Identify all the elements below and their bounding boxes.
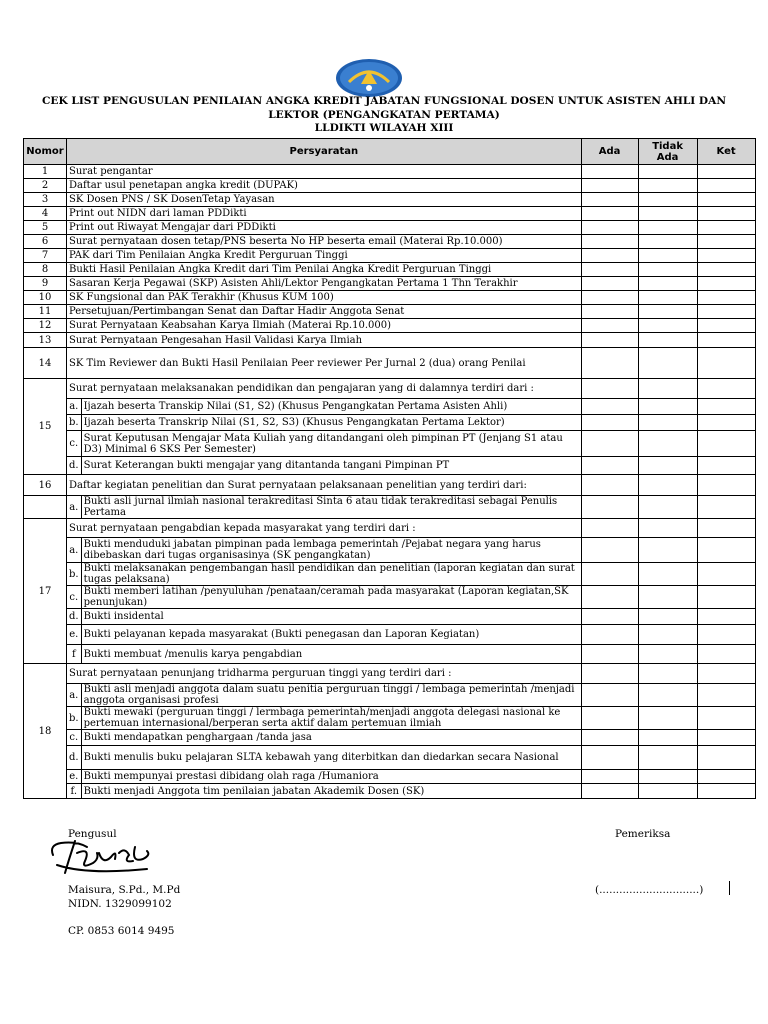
item-text: Bukti menjadi Anggota tim penilaian jabatan Akademik Dosen (SK) [81, 784, 581, 799]
table-row [24, 730, 756, 746]
cell-ket [697, 221, 755, 235]
table-row [24, 707, 756, 730]
item-text: Bukti menduduki jabatan pimpinan pada lembaga pemerintah /Pejabat negara yang harus dibebaskan dari tugas organisasinya (SK pengangkatan) [81, 538, 581, 563]
row-number: 7 [24, 249, 67, 263]
table-row [24, 319, 756, 333]
table-row [24, 746, 756, 770]
handwritten-signature [47, 833, 157, 883]
cell-tidak-ada [638, 333, 697, 348]
cell-ada [581, 784, 638, 799]
cell-tidak-ada [638, 277, 697, 291]
item-letter: d. [67, 457, 82, 475]
section-intro: Surat pernyataan pengabdian kepada masyarakat yang terdiri dari : [67, 519, 582, 538]
cell-ada [581, 538, 638, 563]
cell-ket [697, 348, 755, 379]
cell-ket [697, 475, 755, 496]
cell-ket [697, 165, 755, 179]
item-letter: c. [67, 586, 82, 609]
title-line-1: CEK LIST PENGUSULAN PENILAIAN ANGKA KREDIT JABATAN FUNGSIONAL DOSEN UNTUK ASISTEN AHLI DAN [41, 95, 727, 107]
row-text: Bukti Hasil Penilaian Angka Kredit dari Tim Penilai Angka Kredit Perguruan Tinggi [67, 263, 582, 277]
item-letter: d. [67, 746, 82, 770]
section-number-blank [24, 496, 67, 519]
item-text: Bukti memberi latihan /penyuluhan /penataan/ceramah pada masyarakat (Laporan kegiatan,SK penunjukan) [81, 586, 581, 609]
header-persyaratan: Persyaratan [67, 139, 582, 165]
cell-ada [581, 221, 638, 235]
cell-ket [697, 431, 755, 457]
section-intro: Daftar kegiatan penelitian dan Surat pernyataan pelaksanaan penelitian yang terdiri dari: [67, 475, 582, 496]
cell-tidak-ada [638, 784, 697, 799]
cell-ket [697, 625, 755, 645]
cell-ada [581, 519, 638, 538]
cell-ket [697, 249, 755, 263]
cell-ket [697, 291, 755, 305]
cell-tidak-ada [638, 496, 697, 519]
cell-tidak-ada [638, 207, 697, 221]
cell-ada [581, 707, 638, 730]
pengusul-nidn: NIDN. 1329099102 [68, 898, 172, 910]
row-number: 9 [24, 277, 67, 291]
row-text: Surat Pernyataan Pengesahan Hasil Validasi Karya Ilmiah [67, 333, 582, 348]
cell-tidak-ada [638, 730, 697, 746]
item-letter: b. [67, 563, 82, 586]
cell-ada [581, 730, 638, 746]
row-number: 1 [24, 165, 67, 179]
cell-tidak-ada [638, 305, 697, 319]
cell-tidak-ada [638, 586, 697, 609]
cell-ada [581, 625, 638, 645]
cell-ket [697, 664, 755, 684]
item-letter: f [67, 645, 82, 664]
section-number: 15 [24, 379, 67, 475]
header-ket: Ket [697, 139, 755, 165]
cell-tidak-ada [638, 249, 697, 263]
item-letter: b. [67, 707, 82, 730]
row-number: 5 [24, 221, 67, 235]
header-nomor: Nomor [24, 139, 67, 165]
table-row [24, 399, 756, 415]
header-ada: Ada [581, 139, 638, 165]
row-number: 4 [24, 207, 67, 221]
cell-ada [581, 348, 638, 379]
table-row [24, 139, 756, 165]
table-row [24, 291, 756, 305]
cell-ket [697, 207, 755, 221]
cell-tidak-ada [638, 193, 697, 207]
section-intro: Surat pernyataan penunjang tridharma perguruan tinggi yang terdiri dari : [67, 664, 582, 684]
cell-ket [697, 379, 755, 399]
row-text: SK Tim Reviewer dan Bukti Hasil Penilaian Peer reviewer Per Jurnal 2 (dua) orang Penilai [67, 348, 582, 379]
table-row [24, 277, 756, 291]
cell-ada [581, 746, 638, 770]
row-number: 11 [24, 305, 67, 319]
cell-ket [697, 496, 755, 519]
table-row [24, 415, 756, 431]
cell-ada [581, 563, 638, 586]
cell-tidak-ada [638, 563, 697, 586]
item-text: Bukti asli jurnal ilmiah nasional terakreditasi Sinta 6 atau tidak terakreditasi sebagai Penulis Pertama [81, 496, 581, 519]
row-text: Surat pengantar [67, 165, 582, 179]
cell-tidak-ada [638, 475, 697, 496]
row-number: 10 [24, 291, 67, 305]
cell-tidak-ada [638, 415, 697, 431]
cell-ada [581, 496, 638, 519]
cell-ada [581, 263, 638, 277]
cell-ada [581, 165, 638, 179]
item-text: Bukti membuat /menulis karya pengabdian [81, 645, 581, 664]
cell-ada [581, 319, 638, 333]
table-row [24, 333, 756, 348]
table-row [24, 519, 756, 538]
cell-ada [581, 277, 638, 291]
section-intro: Surat pernyataan melaksanakan pendidikan dan pengajaran yang di dalamnya terdiri dari : [67, 379, 582, 399]
table-row [24, 784, 756, 799]
cell-ada [581, 333, 638, 348]
cell-tidak-ada [638, 645, 697, 664]
table-row [24, 165, 756, 179]
row-text: Surat pernyataan dosen tetap/PNS beserta No HP beserta email (Materai Rp.10.000) [67, 235, 582, 249]
pengusul-phone: CP. 0853 6014 9495 [68, 925, 175, 937]
cell-ket [697, 538, 755, 563]
row-number: 6 [24, 235, 67, 249]
cell-tidak-ada [638, 431, 697, 457]
cell-tidak-ada [638, 707, 697, 730]
table-row [24, 645, 756, 664]
row-number: 13 [24, 333, 67, 348]
item-letter: a. [67, 684, 82, 707]
row-text: Persetujuan/Pertimbangan Senat dan Daftar Hadir Anggota Senat [67, 305, 582, 319]
cell-tidak-ada [638, 379, 697, 399]
cell-tidak-ada [638, 770, 697, 784]
cell-ada [581, 431, 638, 457]
row-text: Surat Pernyataan Keabsahan Karya Ilmiah (Materai Rp.10.000) [67, 319, 582, 333]
cell-ket [697, 277, 755, 291]
table-row [24, 457, 756, 475]
row-text: PAK dari Tim Penilaian Angka Kredit Perguruan Tinggi [67, 249, 582, 263]
cell-tidak-ada [638, 457, 697, 475]
row-text: SK Dosen PNS / SK DosenTetap Yayasan [67, 193, 582, 207]
section-number: 18 [24, 664, 67, 799]
table-row [24, 249, 756, 263]
margin-mark [729, 881, 730, 895]
pengusul-name: Maisura, S.Pd., M.Pd [68, 884, 181, 896]
table-row [24, 431, 756, 457]
pengusul-label: Pengusul [68, 828, 117, 840]
cell-ada [581, 415, 638, 431]
table-row [24, 305, 756, 319]
cell-tidak-ada [638, 263, 697, 277]
title-line-2: LEKTOR (PENGANGKATAN PERTAMA) [268, 108, 500, 121]
cell-ket [697, 193, 755, 207]
item-letter: d. [67, 609, 82, 625]
item-text: Bukti menulis buku pelajaran SLTA kebawah yang diterbitkan dan diedarkan secara Nasional [81, 746, 581, 770]
item-letter: e. [67, 625, 82, 645]
table-row [24, 563, 756, 586]
cell-ket [697, 399, 755, 415]
cell-ada [581, 457, 638, 475]
item-letter: e. [67, 770, 82, 784]
cell-ada [581, 193, 638, 207]
item-text: Bukti mempunyai prestasi dibidang olah raga /Humaniora [81, 770, 581, 784]
cell-ada [581, 235, 638, 249]
cell-ket [697, 707, 755, 730]
cell-ket [697, 609, 755, 625]
item-text: Ijazah beserta Transkrip Nilai (S1, S2, S3) (Khusus Pengangkatan Pertama Lektor) [81, 415, 581, 431]
cell-ket [697, 263, 755, 277]
cell-ket [697, 519, 755, 538]
cell-ket [697, 730, 755, 746]
item-text: Bukti asli menjadi anggota dalam suatu penitia perguruan tinggi / lembaga pemerintah /menjadi anggota organisasi profesi [81, 684, 581, 707]
row-text: Daftar usul penetapan angka kredit (DUPAK) [67, 179, 582, 193]
cell-ket [697, 179, 755, 193]
table-row [24, 263, 756, 277]
table-row [24, 221, 756, 235]
row-number: 14 [24, 348, 67, 379]
cell-ada [581, 379, 638, 399]
checklist-table [23, 138, 756, 799]
cell-tidak-ada [638, 684, 697, 707]
item-text: Bukti mendapatkan penghargaan /tanda jasa [81, 730, 581, 746]
table-row [24, 475, 756, 496]
pemeriksa-blank: (..............................) [595, 884, 704, 896]
cell-ket [697, 645, 755, 664]
section-number: 16 [24, 475, 67, 496]
cell-ket [697, 457, 755, 475]
cell-ket [697, 333, 755, 348]
cell-ket [697, 305, 755, 319]
cell-tidak-ada [638, 538, 697, 563]
cell-ada [581, 291, 638, 305]
cell-tidak-ada [638, 179, 697, 193]
table-row [24, 235, 756, 249]
cell-ada [581, 475, 638, 496]
cell-tidak-ada [638, 165, 697, 179]
cell-ada [581, 207, 638, 221]
table-row [24, 684, 756, 707]
item-letter: a. [67, 496, 82, 519]
row-text: SK Fungsional dan PAK Terakhir (Khusus KUM 100) [67, 291, 582, 305]
item-letter: b. [67, 415, 82, 431]
cell-ada [581, 586, 638, 609]
cell-tidak-ada [638, 319, 697, 333]
item-letter: c. [67, 431, 82, 457]
item-text: Bukti insidental [81, 609, 581, 625]
cell-tidak-ada [638, 348, 697, 379]
cell-tidak-ada [638, 746, 697, 770]
row-number: 12 [24, 319, 67, 333]
cell-ada [581, 664, 638, 684]
cell-tidak-ada [638, 235, 697, 249]
item-letter: a. [67, 399, 82, 415]
cell-tidak-ada [638, 399, 697, 415]
cell-tidak-ada [638, 291, 697, 305]
item-letter: a. [67, 538, 82, 563]
institution-logo [335, 58, 403, 98]
cell-ket [697, 235, 755, 249]
table-row [24, 609, 756, 625]
item-text: Surat Keputusan Mengajar Mata Kuliah yang ditandangani oleh pimpinan PT (Jenjang S1 atau D3) Minimal 6 SKS Per Semester) [81, 431, 581, 457]
document-title [30, 95, 738, 136]
title-line-3: LLDIKTI WILAYAH XIII [314, 122, 454, 134]
table-row [24, 379, 756, 399]
table-row [24, 348, 756, 379]
pemeriksa-label: Pemeriksa [615, 828, 671, 840]
cell-ada [581, 609, 638, 625]
table-row [24, 496, 756, 519]
cell-ket [697, 586, 755, 609]
table-row [24, 207, 756, 221]
row-number: 8 [24, 263, 67, 277]
cell-ada [581, 399, 638, 415]
table-row [24, 625, 756, 645]
item-text: Bukti pelayanan kepada masyarakat (Bukti penegasan dan Laporan Kegiatan) [81, 625, 581, 645]
row-text: Sasaran Kerja Pegawai (SKP) Asisten Ahli/Lektor Pengangkatan Pertama 1 Thn Terakhir [67, 277, 582, 291]
row-number: 3 [24, 193, 67, 207]
cell-ket [697, 319, 755, 333]
section-number: 17 [24, 519, 67, 664]
cell-ket [697, 684, 755, 707]
cell-tidak-ada [638, 609, 697, 625]
cell-ket [697, 746, 755, 770]
row-number: 2 [24, 179, 67, 193]
table-row [24, 179, 756, 193]
item-text: Surat Keterangan bukti mengajar yang ditantanda tangani Pimpinan PT [81, 457, 581, 475]
table-row [24, 770, 756, 784]
cell-tidak-ada [638, 519, 697, 538]
row-text: Print out Riwayat Mengajar dari PDDikti [67, 221, 582, 235]
item-text: Bukti mewaki (perguruan tinggi / lermbaga pemerintah/menjadi anggota delegasi nasional ke pertemuan internasional/berperan serta aktif dalam pertemuan ilmiah [81, 707, 581, 730]
cell-tidak-ada [638, 625, 697, 645]
cell-ket [697, 563, 755, 586]
cell-ada [581, 249, 638, 263]
table-row [24, 586, 756, 609]
cell-ada [581, 684, 638, 707]
table-row [24, 664, 756, 684]
cell-ada [581, 770, 638, 784]
item-letter: c. [67, 730, 82, 746]
item-letter: f. [67, 784, 82, 799]
cell-tidak-ada [638, 664, 697, 684]
item-text: Ijazah beserta Transkip Nilai (S1, S2) (Khusus Pengangkatan Pertama Asisten Ahli) [81, 399, 581, 415]
header-tidak-ada: Tidak Ada [638, 139, 697, 165]
item-text: Bukti melaksanakan pengembangan hasil pendidikan dan penelitian (laporan kegiatan dan surat tugas pelaksana) [81, 563, 581, 586]
row-text: Print out NIDN dari laman PDDikti [67, 207, 582, 221]
cell-ada [581, 305, 638, 319]
table-row [24, 538, 756, 563]
cell-ket [697, 415, 755, 431]
cell-tidak-ada [638, 221, 697, 235]
table-row [24, 193, 756, 207]
cell-ket [697, 770, 755, 784]
cell-ada [581, 179, 638, 193]
cell-ket [697, 784, 755, 799]
cell-ada [581, 645, 638, 664]
